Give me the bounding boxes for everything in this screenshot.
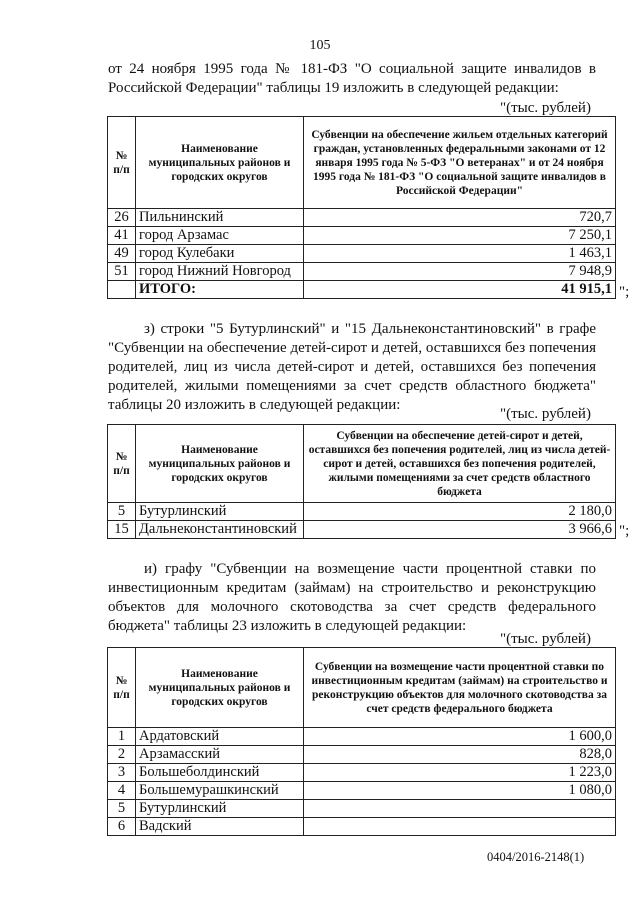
table-19: [107, 116, 616, 299]
row-name: Бутурлинский: [136, 503, 304, 521]
table-row: [108, 503, 616, 521]
header-name: Наименование муниципальных районов и городских округов: [136, 117, 304, 209]
row-num: 4: [108, 782, 136, 800]
row-name: Вадский: [136, 818, 304, 836]
row-num: 6: [108, 818, 136, 836]
row-num: 5: [108, 503, 136, 521]
table-row: [108, 728, 616, 746]
row-name: Большемурашкинский: [136, 782, 304, 800]
header-num: № п/п: [108, 425, 136, 503]
row-value: 828,0: [304, 746, 616, 764]
table-row: [108, 800, 616, 818]
row-value: 1 080,0: [304, 782, 616, 800]
row-name: Пильнинский: [136, 209, 304, 227]
row-num: 15: [108, 521, 136, 539]
document-code: 0404/2016-2148(1): [487, 850, 585, 864]
row-name: город Кулебаки: [136, 245, 304, 263]
row-num: 3: [108, 764, 136, 782]
row-value: 1 223,0: [304, 764, 616, 782]
header-value: Субвенции на обеспечение жильем отдельных категорий граждан, установленных федеральными законами от 12 января 1995 года № 5-ФЗ "О ветеранах" и от 24 ноября 1995 года № 181-ФЗ "О социальной защите инвалидов в Российской Федерации": [304, 117, 616, 209]
row-name: Большеболдинский: [136, 764, 304, 782]
row-value: 3 966,6: [304, 521, 616, 539]
header-name: Наименование муниципальных районов и городских округов: [136, 648, 304, 728]
row-value: [304, 800, 616, 818]
row-value: 7 948,9: [304, 263, 616, 281]
table-row: [108, 227, 616, 245]
table-19-closing: ";: [619, 284, 630, 300]
table-row: [108, 818, 616, 836]
table-row: [108, 782, 616, 800]
row-value: 7 250,1: [304, 227, 616, 245]
header-value: Субвенции на обеспечение детей-сирот и детей, оставшихся без попечения родителей, лиц из числа детей-сирот и детей, оставшихся без попечения родителей, жилыми помещениями за счет средств областного бюджета: [304, 425, 616, 503]
table-row: [108, 764, 616, 782]
row-name: город Арзамас: [136, 227, 304, 245]
page-number: 105: [309, 38, 331, 53]
row-num: 26: [108, 209, 136, 227]
row-num: 2: [108, 746, 136, 764]
header-name: Наименование муниципальных районов и городских округов: [136, 425, 304, 503]
header-num: № п/п: [108, 117, 136, 209]
table-row: [108, 746, 616, 764]
row-value: [304, 818, 616, 836]
section-i-paragraph: и) графу "Субвенции на возмещение части процентной ставки по инвестиционным кредитам (займам) на строительство и реконструкцию объектов для молочного скотоводства за счет средств федерального бюджета" таблицы 23 изложить в следующей редакции:: [108, 561, 596, 634]
row-num: 5: [108, 800, 136, 818]
table-row: [108, 209, 616, 227]
row-num: 41: [108, 227, 136, 245]
row-name: Арзамасский: [136, 746, 304, 764]
table-row: [108, 521, 616, 539]
intro-paragraph: от 24 ноября 1995 года № 181-ФЗ "О социальной защите инвалидов в Российской Федерации" таблицы 19 изложить в следующей редакции:: [108, 61, 596, 96]
row-value: 720,7: [304, 209, 616, 227]
row-name: Ардатовский: [136, 728, 304, 746]
total-label: ИТОГО:: [136, 281, 304, 299]
row-name: Бутурлинский: [136, 800, 304, 818]
table-row: [108, 263, 616, 281]
table-20: [107, 424, 616, 539]
table-23: [107, 647, 616, 836]
row-name: город Нижний Новгород: [136, 263, 304, 281]
row-value: 1 463,1: [304, 245, 616, 263]
table-20-closing: ";: [619, 523, 630, 539]
header-num: № п/п: [108, 648, 136, 728]
row-value: 1 600,0: [304, 728, 616, 746]
row-name: Дальнеконстантиновский: [136, 521, 304, 539]
row-value: 2 180,0: [304, 503, 616, 521]
total-value: 41 915,1: [304, 281, 616, 299]
units-label-20: "(тыс. рублей): [500, 406, 591, 422]
total-row: [108, 281, 616, 299]
units-label-19: "(тыс. рублей): [500, 100, 591, 116]
section-z-paragraph: з) строки "5 Бутурлинский" и "15 Дальнеконстантиновский" в графе "Субвенции на обеспечение детей-сирот и детей, оставшихся без попечения родителей, лиц из числа детей-сирот и детей, оставшихся без попечения родителей, жилыми помещениями за счет средств областного бюджета" таблицы 20 изложить в следующей редакции:: [108, 321, 596, 413]
row-num: 49: [108, 245, 136, 263]
row-num: 1: [108, 728, 136, 746]
units-label-23: "(тыс. рублей): [500, 631, 591, 647]
table-row: [108, 245, 616, 263]
row-num: 51: [108, 263, 136, 281]
header-value: Субвенции на возмещение части процентной ставки по инвестиционным кредитам (займам) на строительство и реконструкцию объектов для молочного скотоводства за счет средств федерального бюджета: [304, 648, 616, 728]
